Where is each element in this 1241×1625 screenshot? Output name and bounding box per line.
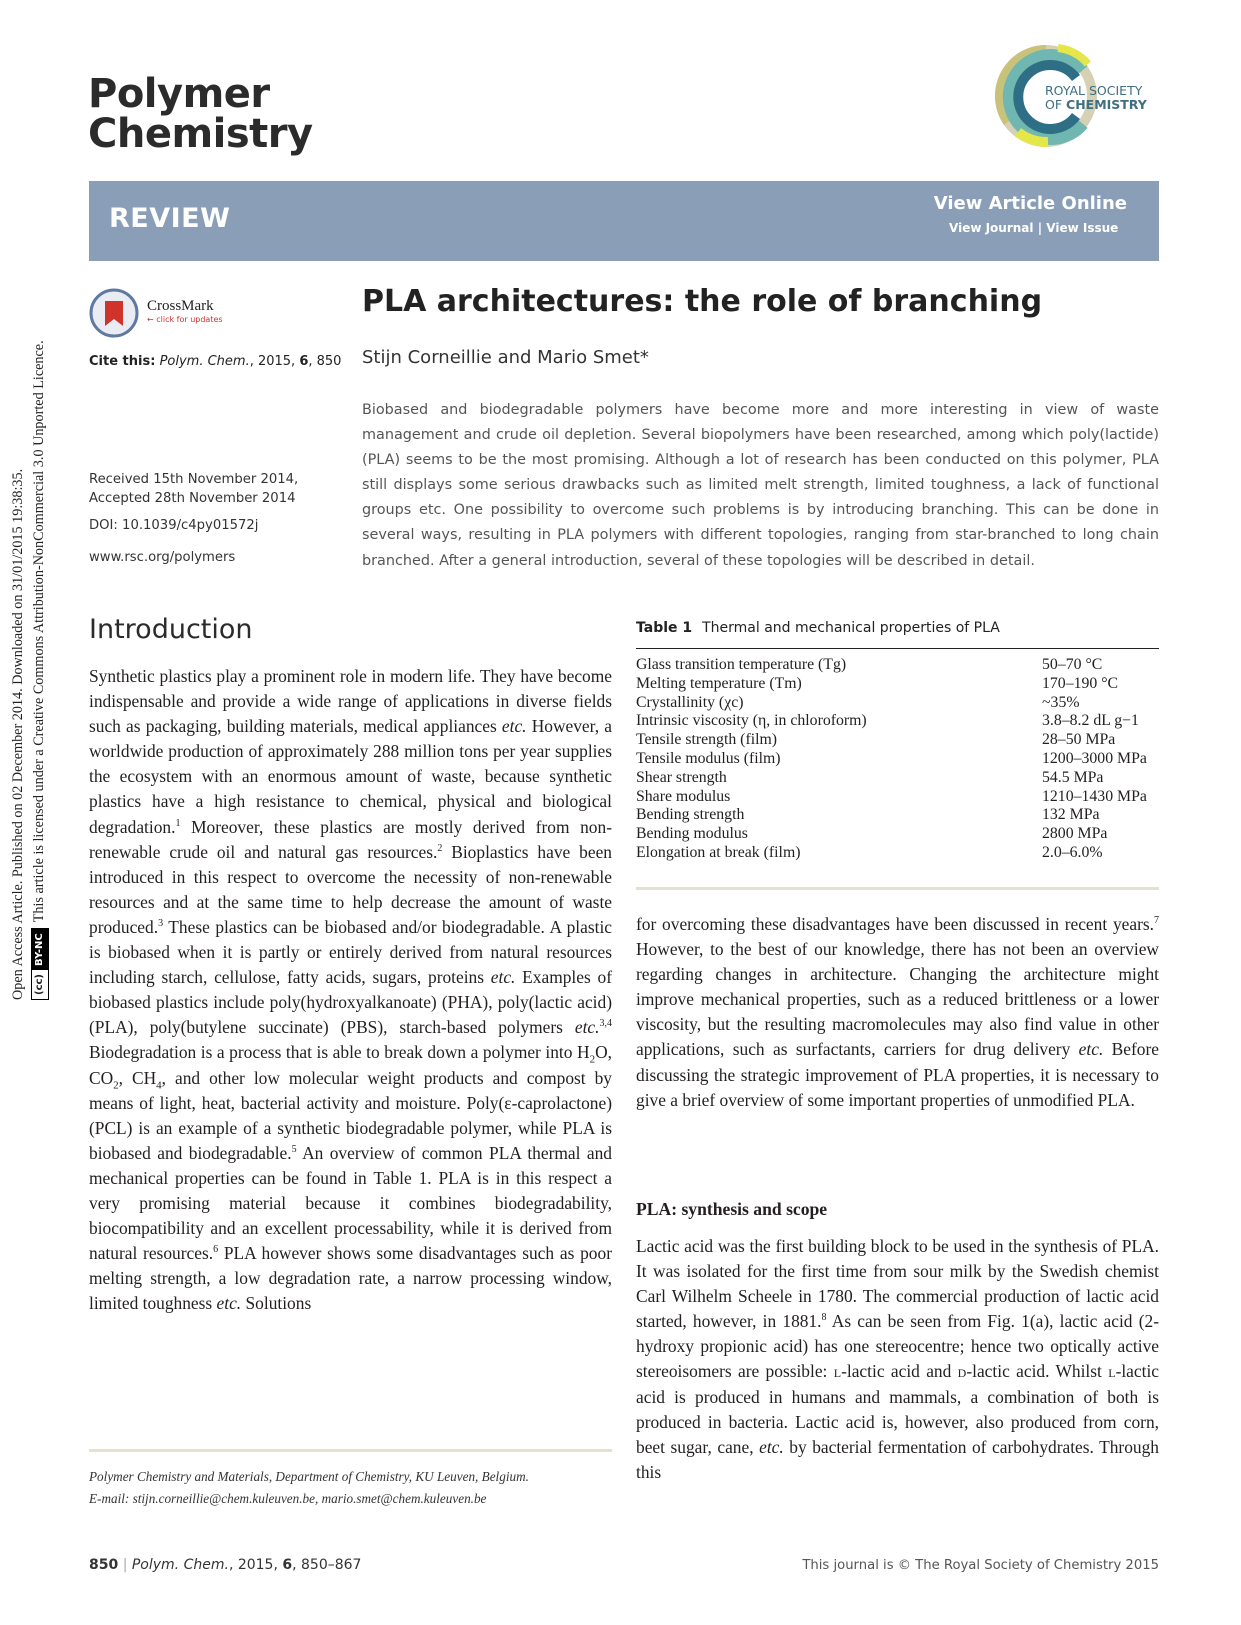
view-article-online-link[interactable]: View Article Online: [933, 193, 1127, 214]
accepted-date: Accepted 28th November 2014: [89, 491, 296, 506]
body-text-left-column: Synthetic plastics play a prominent role in modern life. They have become indispensable and provide a wide range of applications in diverse fields such as packaging, building materials, medical appliances etc. However, a worldwide production of approximately 288 million tons per year supplies the ecosystem with an enormous amount of waste, because synthetic plastics have a high resistance to chemical, physical and biological degradation.$^1$ Moreover, these plastics are mostly derived from non-renewable crude oil and natural gas resources.$^2$ Bioplastics have been introduced in this respect to overcome the necessity of non-renewable resources and at the same time to help decrease the amount of waste produced.$^3$ These plastics can be biobased and/or biodegradable. A plastic is biobased when it is partly or entirely derived from natural resources including starch, cellulose, fatty acids, sugars, proteins etc. Examples of biobased plastics include poly(hydroxyalkanoate) (PHA), poly(lactic acid) (PLA), poly(butylene succinate) (PBS), starch-based polymers etc.$^{3,4}$ Biodegradation is a process that is able to break down a polymer into $H_2O$, $CO_2$, $CH_4$, and other low molecular weight products and compost by means of light, heat, bacterial activity and moisture. Poly(ε-caprolactone) (PCL) is an example of a synthetic biodegradable polymer, while PLA is biobased and biodegradable.$^5$ An overview of common PLA thermal and mechanical properties can be found in Table 1. PLA is in this respect a very promising material because it combines biodegradability, biocompatibility and an excellent processability, while it is derived from natural resources.$^6$ PLA however shows some disadvantages such as poor melting strength, a low degradation rate, a narrow processing window, limited toughness etc. Solutions: [89, 666, 612, 1314]
subsection-heading: PLA: synthesis and scope: [636, 1199, 828, 1219]
table-row: Glass transition temperature (Tg) 50–70 °C: [636, 656, 1103, 673]
journal-title: Polymer Chemistry: [88, 71, 313, 157]
table-caption: Table 1 Thermal and mechanical properties of PLA: [636, 620, 1000, 636]
table-row: Bending modulus 2800 MPa: [636, 825, 1108, 843]
open-access-note: [8, 190, 56, 1000]
article-title: PLA architectures: the role of branching: [362, 284, 1043, 319]
license-line[interactable]: This article is licensed under a Creative Commons Attribution-NonCommercial 3.0 Unported Licence.: [31, 340, 47, 923]
table-bottom-rule: [636, 887, 1159, 890]
doi[interactable]: DOI: 10.1039/c4py01572j: [89, 518, 259, 533]
author-emails[interactable]: E-mail: stijn.corneillie@chem.kuleuven.be, mario.smet@chem.kuleuven.be: [89, 1491, 487, 1506]
body-text-synthesis: Lactic acid was the first building block to be used in the synthesis of PLA. It was isolated for the first time from sour milk by the Swedish chemist Carl Wilhelm Scheele in 1780. The commercial production of lactic acid started, however, in 1881.$^8$ As can be seen from Fig. 1(a), lactic acid (2-hydroxy propionic acid) has one stereocentre; hence two optically active stereoisomers are possible: l-lactic acid and d-lactic acid. Whilst l-lactic acid is produced in humans and mammals, a combination of both is produced in bacteria. Lactic acid is, however, also produced from corn, beet sugar, cane, etc. by bacterial fermentation of carbohydrates. Through this: [636, 1236, 1160, 1482]
section-heading-introduction: Introduction: [89, 614, 253, 645]
table-row: Crystallinity (χc) ~35%: [636, 693, 1080, 711]
table-row: Share modulus 1210–1430 MPa: [636, 787, 1147, 805]
publisher-name: ROYAL SOCIETY OF CHEMISTRY: [1045, 83, 1147, 112]
crossmark-button[interactable]: CrossMark ← click for updates: [89, 288, 229, 338]
copyright-notice: This journal is © The Royal Society of Chemistry 2015: [802, 1558, 1159, 1573]
table-row: Bending strength 132 MPa: [636, 806, 1100, 824]
view-issue-link[interactable]: View Issue: [1046, 221, 1119, 235]
table-row: Elongation at break (film) 2.0–6.0%: [636, 843, 1103, 861]
article-type-label: REVIEW: [109, 203, 231, 234]
received-date: Received 15th November 2014,: [89, 472, 299, 487]
page-footer-citation: 850 | Polym. Chem., 2015, 6, 850–867: [89, 1557, 362, 1573]
table-row: Melting temperature (Tm) 170–190 °C: [636, 674, 1119, 692]
footnote-rule: [89, 1449, 612, 1452]
open-access-line: Open Access Article. Published on 02 December 2014. Downloaded on 31/01/2015 19:38:35.: [10, 468, 26, 1000]
table-row: Intrinsic viscosity (η, in chloroform) 3.8–8.2 dL g−1: [636, 712, 1139, 730]
abstract: Biobased and biodegradable polymers have become more and more interesting in view of waste management and crude oil depletion. Several biopolymers have been researched, among which poly(lactide) (PLA) seems to be the most promising. Although a lot of research has been conducted on this polymer, PLA still displays some serious drawbacks such as limited melt strength, limited toughness, a lack of functional groups etc. One possibility to overcome such problems is by introducing branching. This can be done in several ways, resulting in PLA polymers with different topologies, ranging from star-branched to long chain branched. After a general introduction, several of these topologies will be described in detail.: [362, 402, 1159, 569]
table-top-rule: [636, 648, 1159, 649]
cc-license-badge[interactable]: (cc) BY-NC: [31, 928, 49, 1000]
article-type-banner: [89, 181, 1159, 261]
journal-url[interactable]: www.rsc.org/polymers: [89, 550, 236, 565]
citation-line: Cite this: Polym. Chem., 2015, 6, 850: [89, 354, 342, 369]
properties-table: [636, 656, 1159, 863]
table-row: Tensile modulus (film) 1200–3000 MPa: [636, 749, 1147, 767]
affiliation-footnote: Polymer Chemistry and Materials, Department of Chemistry, KU Leuven, Belgium. E-mail: stijn.corneillie@chem.kuleuven.be, mario.smet@chem.kuleuven.be: [89, 1466, 612, 1510]
body-text-right-column: for overcoming these disadvantages have been discussed in recent years.$^7$ However, to the best of our knowledge, there has not been an overview regarding changes in architecture. Changing the architecture might improve mechanical properties, such as a reduced brittleness or a lower viscosity, but the resulting macromolecules may also find value in other applications, such as surfactants, carriers for drug delivery etc. Before discussing the strategic improvement of PLA properties, it is necessary to give a brief overview of some important properties of unmodified PLA.: [636, 914, 1159, 1110]
author-list: Stijn Corneillie and Mario Smet*: [362, 347, 649, 368]
view-journal-link[interactable]: View Journal: [949, 221, 1034, 235]
table-row: Shear strength 54.5 MPa: [636, 768, 1104, 786]
crossmark-icon: [89, 288, 139, 338]
view-links: View Journal | View Issue: [949, 221, 1119, 235]
table-row: Tensile strength (film) 28–50 MPa: [636, 731, 1116, 749]
